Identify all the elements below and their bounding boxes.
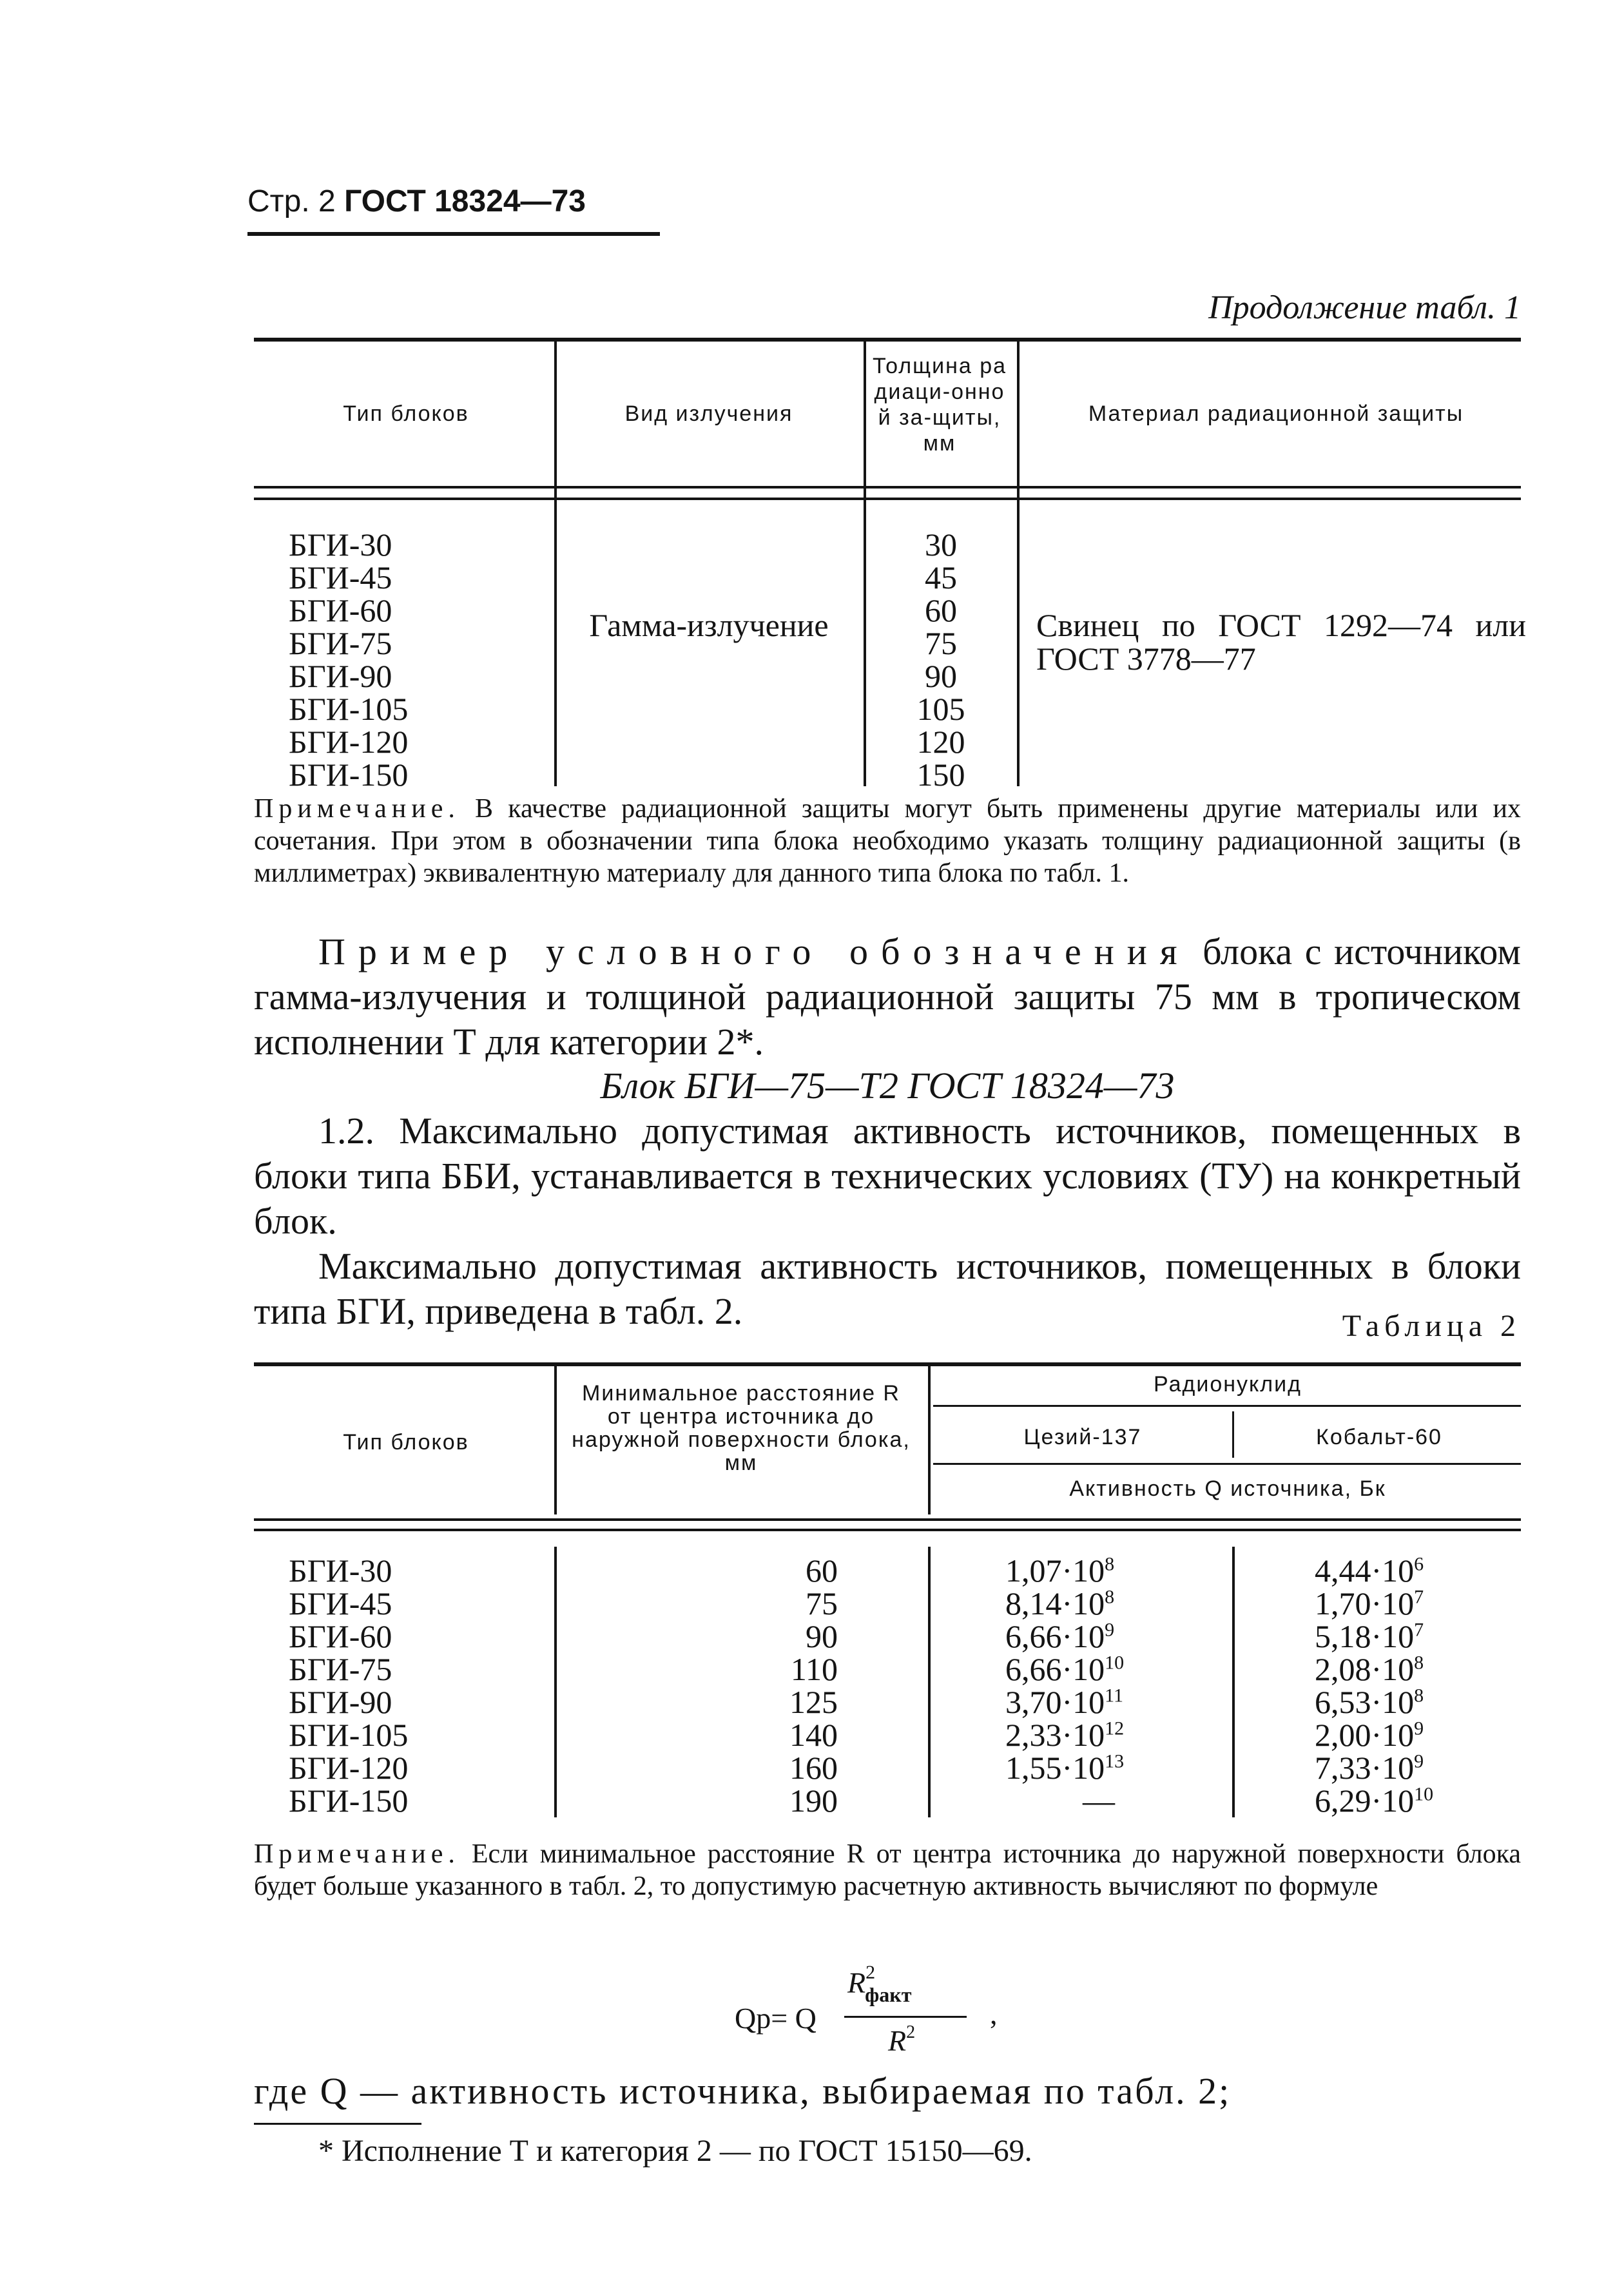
table2-distance-cell: 90	[806, 1618, 838, 1654]
table1-thickness-cell: 150	[916, 757, 965, 793]
table2-cobalt-cell: $5,18\cdot 10^7$	[1315, 1618, 1424, 1654]
table2-type-cell: БГИ-30	[289, 1552, 392, 1589]
header-rule	[247, 232, 660, 236]
example-designation: Блок БГИ—75—Т2 ГОСТ 18324—73	[600, 1065, 1175, 1107]
table1-divider-2	[864, 342, 866, 786]
table1-header-radiation: Вид излучения	[624, 401, 793, 426]
example-text: блока с источником гамма-излучения и толщиной радиационной защиты 75 мм в тропическом исполнении Т для категории 2*.	[254, 931, 1521, 1063]
formula-numerator: $R^2_{факт}$	[847, 1962, 912, 2006]
note1-label: Примечание.	[254, 794, 460, 824]
footnote: * Исполнение Т и категория 2 — по ГОСТ 15150—69.	[318, 2134, 1032, 2168]
table1-thickness-cell: 90	[925, 658, 957, 694]
table2-header-distance-text: Минимальное расстояние R от центра источника до наружной поверхности блока, мм	[572, 1381, 911, 1475]
table1-thickness-column	[876, 528, 1005, 791]
table2-types-column	[289, 1554, 408, 1817]
formula-tail: ,	[990, 1997, 998, 2030]
table1-divider-1	[554, 342, 557, 786]
table1-divider-3	[1017, 342, 1020, 786]
table2-rule-radionuclide	[933, 1405, 1521, 1407]
table2-cesium-cell: $6,66\cdot 10^9$	[1005, 1618, 1115, 1654]
table2-cesium-cell: $6,66\cdot 10^{10}$	[1005, 1651, 1125, 1687]
table2-header-radionuclide: Радионуклид	[1154, 1372, 1302, 1397]
table2-distance-cell: 160	[789, 1750, 838, 1786]
table1-header-material: Материал радиационной защиты	[1088, 401, 1464, 426]
table1-thickness-cell: 75	[925, 625, 957, 661]
table2-type-cell: БГИ-120	[289, 1750, 409, 1786]
example-paragraph	[254, 929, 1521, 1065]
table1-header-thickness: Толщина радиаци-онной за-щиты, мм	[872, 354, 1007, 456]
table1-header-rule-a	[254, 486, 1521, 488]
table1-type-cell: БГИ-30	[289, 527, 392, 563]
table1-type-cell: БГИ-60	[289, 592, 392, 628]
table2-cobalt-cell: $2,00\cdot 10^9$	[1315, 1717, 1424, 1753]
table2-cesium-cell: —	[1083, 1783, 1115, 1819]
table1-type-cell: БГИ-150	[289, 757, 409, 793]
table1-type-cell: БГИ-90	[289, 658, 392, 694]
table2-distance-cell: 140	[789, 1717, 838, 1753]
table1-type-cell: БГИ-120	[289, 724, 409, 760]
table2-cesium-cell: $3,70\cdot 10^{11}$	[1005, 1684, 1124, 1720]
table2-cesium-column	[1005, 1554, 1224, 1817]
table2-header-distance	[567, 1382, 915, 1475]
table2-cesium-cell: $1,55\cdot 10^{13}$	[1005, 1750, 1125, 1786]
table2-cobalt-cell: $1,70\cdot 10^7$	[1315, 1585, 1424, 1621]
table2-distance-cell: 125	[789, 1684, 838, 1720]
table2-divider-2	[928, 1366, 931, 1514]
table2-type-cell: БГИ-105	[289, 1717, 409, 1753]
table2-body-divider-2	[928, 1547, 931, 1817]
table2-top-rule	[254, 1362, 1521, 1366]
table2-header-type: Тип блоков	[343, 1430, 469, 1455]
table2-header-cesium: Цезий-137	[1023, 1425, 1142, 1449]
page-header	[247, 184, 586, 219]
table1-material: Свинец по ГОСТ 1292—74 или ГОСТ 3778—77	[1036, 607, 1526, 677]
table2-cobalt-cell: $7,33\cdot 10^9$	[1315, 1750, 1424, 1786]
table1-continuation: Продолжение табл. 1	[1208, 289, 1521, 326]
note1-text: В качестве радиационной защиты могут быть применены другие материалы или их сочетания. При этом в обозначении типа блока необходимо указать толщину радиационной защиты (в миллиметрах) эквивалентную материалу для данного типа блока по табл. 1.	[254, 794, 1522, 888]
formula-fraction-bar	[844, 2016, 967, 2018]
table1-header-rule-b	[254, 498, 1521, 500]
note2-label: Примечание.	[254, 1839, 460, 1869]
table2-divider-nuclides	[1232, 1411, 1234, 1458]
note2	[254, 1838, 1521, 1902]
table1-thickness-cell: 60	[925, 592, 957, 628]
gost-number: ГОСТ 18324—73	[344, 184, 586, 218]
table2-header-activity: Активность Q источника, Бк	[1069, 1476, 1386, 1501]
table2-divider-1	[554, 1366, 557, 1514]
table2-header-cobalt: Кобальт-60	[1316, 1425, 1442, 1449]
page-label: Стр. 2	[247, 184, 336, 218]
table2-type-cell: БГИ-60	[289, 1618, 392, 1654]
example-label: Пример условного обозначения	[318, 931, 1190, 972]
table1-thickness-cell: 105	[916, 691, 965, 727]
table1-type-cell: БГИ-75	[289, 625, 392, 661]
table2-distance-cell: 60	[806, 1552, 838, 1589]
table2-body-divider-1	[554, 1547, 557, 1817]
table2-type-cell: БГИ-90	[289, 1684, 392, 1720]
table2-caption: Таблица 2	[1342, 1309, 1521, 1343]
table2-distance-cell: 190	[789, 1783, 838, 1819]
table1-thickness-cell: 120	[916, 724, 965, 760]
table2-rule-activity	[933, 1463, 1521, 1465]
table1-type-cell: БГИ-105	[289, 691, 409, 727]
table2-cobalt-cell: $4,44\cdot 10^6$	[1315, 1552, 1424, 1589]
table1-type-cell: БГИ-45	[289, 559, 392, 595]
table2-cesium-cell: $2,33\cdot 10^{12}$	[1005, 1717, 1125, 1753]
table2-type-cell: БГИ-150	[289, 1783, 409, 1819]
table2-header-rule-a	[254, 1518, 1521, 1521]
table1-thickness-cell: 30	[925, 527, 957, 563]
table1-types-column	[289, 528, 408, 791]
table2-header-rule-b	[254, 1529, 1521, 1531]
table1-top-rule	[254, 338, 1521, 342]
table2-cobalt-column	[1315, 1554, 1521, 1817]
table2-type-cell: БГИ-45	[289, 1585, 392, 1621]
clause-1-2-paragraph-2: Максимально допустимая активность источников, помещенных в блоки типа БГИ, приведена в табл. 2.	[254, 1245, 1521, 1332]
table1-thickness-cell: 45	[925, 559, 957, 595]
note1	[254, 793, 1521, 889]
table2-cesium-cell: $8,14\cdot 10^8$	[1005, 1585, 1115, 1621]
table2-cobalt-cell: $6,53\cdot 10^8$	[1315, 1684, 1424, 1720]
table1-radiation-kind: Гамма-излучение	[589, 607, 829, 643]
formula-denominator: $R^2$	[888, 2022, 916, 2057]
table2-cobalt-cell: $6,29\cdot 10^{10}$	[1315, 1783, 1434, 1819]
table2-type-cell: БГИ-75	[289, 1651, 392, 1687]
table1-header-type: Тип блоков	[343, 401, 469, 426]
table2-cesium-cell: $1,07\cdot 10^8$	[1005, 1552, 1115, 1589]
table2-body-divider-3	[1232, 1547, 1235, 1817]
formula	[735, 1962, 1031, 2062]
where-line: где Q — активность источника, выбираемая по табл. 2;	[254, 2070, 1232, 2112]
table2-distance-cell: 110	[790, 1651, 838, 1687]
formula-lhs: Qр= Q	[735, 2002, 817, 2035]
clause-1-2-paragraph-1: 1.2. Максимально допустимая активность источников, помещенных в блоки типа ББИ, устанавливается в технических условиях (ТУ) на конкретный блок.	[254, 1110, 1521, 1242]
footnote-rule	[254, 2123, 421, 2125]
table2-distance-column	[683, 1554, 838, 1817]
table2-cobalt-cell: $2,08\cdot 10^8$	[1315, 1651, 1424, 1687]
note2-text: Если минимальное расстояние R от центра источника до наружной поверхности блока будет больше указанного в табл. 2, то допустимую расчетную активность вычисляют по формуле	[254, 1839, 1522, 1901]
table2-distance-cell: 75	[806, 1585, 838, 1621]
